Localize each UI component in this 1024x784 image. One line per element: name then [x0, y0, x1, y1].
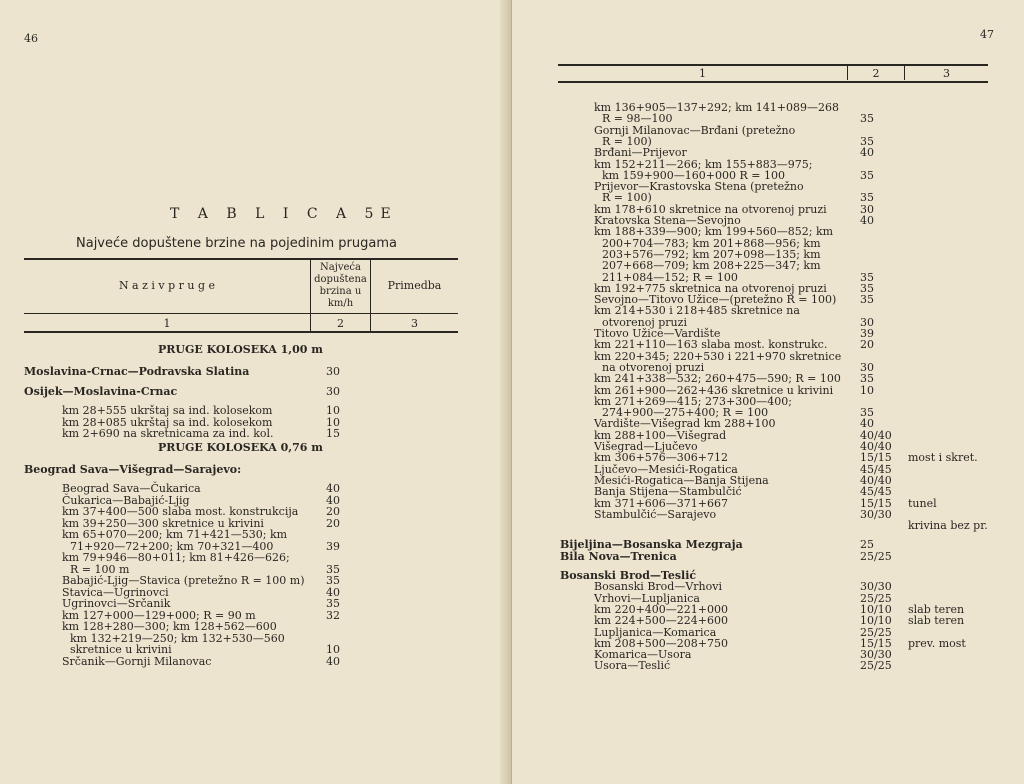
speed-value: 25/25	[860, 591, 892, 605]
speed-value: 35	[860, 270, 874, 284]
speed-value: 35	[326, 562, 340, 576]
route-text: otvorenoj pruzi	[602, 315, 687, 329]
route-text: km 241+338—532; 260+475—590; R = 100	[594, 372, 841, 386]
speed-value: 35	[860, 191, 874, 205]
speed-value: 40	[860, 214, 874, 227]
speed-value: 25	[860, 538, 874, 552]
route-text: Bosanski Brod—Teslić	[560, 569, 697, 582]
route-text: Usora—Teslić	[594, 659, 671, 673]
speed-value: 40/40	[860, 473, 892, 487]
route-text: km 220+400—221+000	[594, 602, 729, 616]
route-text: Osijek—Moslavina-Crnac	[24, 384, 178, 398]
header-num-2: 2	[337, 317, 344, 330]
speed-value: 39	[326, 539, 340, 553]
route-text: Vrhovi—Lupljanica	[594, 591, 700, 605]
section-heading: PRUGE KOLOSEKA 0,76 m	[158, 440, 323, 454]
route-text: km 128+280—300; km 128+562—600	[62, 620, 277, 633]
route-text: km 37+400—500 slaba most. konstrukcija	[62, 505, 299, 518]
route-text: 207+668—709; km 208+225—347; km	[602, 259, 821, 273]
route-text: km 132+219—250; km 132+530—560	[70, 631, 285, 645]
speed-value: 25/25	[860, 659, 892, 673]
speed-value: 40	[326, 493, 340, 507]
speed-value: 35	[326, 597, 340, 610]
route-text: Ugrinovci—Srčanik	[62, 597, 171, 610]
route-text: km 159+900—160+000 R = 100	[602, 168, 785, 182]
header-num-1-right: 1	[699, 67, 706, 80]
speed-value: 30/30	[860, 648, 892, 662]
route-text: Prijevor—Krastovska Stena (pretežno	[594, 180, 804, 194]
route-text: Beograd Sava—Čukarica	[62, 482, 201, 495]
speed-value: 10/10	[860, 614, 892, 628]
route-text: Stambulčić—Sarajevo	[594, 507, 717, 521]
route-text: km 371+606—371+667	[594, 496, 729, 510]
remark-text: slab teren	[908, 602, 965, 616]
route-text: Vardište—Višegrad km 288+100	[594, 417, 776, 431]
header-remark: Primedba	[387, 279, 442, 292]
speed-value: 39	[860, 327, 874, 340]
route-text: 203+576—792; km 207+098—135; km	[602, 247, 821, 261]
speed-value: 40	[326, 654, 340, 668]
remark-text: prev. most	[908, 636, 966, 650]
route-text: Bila Nova—Trenica	[560, 549, 677, 563]
route-text: Kratovska Stena—Sevojno	[594, 214, 741, 227]
route-text: km 188+339—900; km 199+560—852; km	[594, 225, 834, 239]
speed-value: 45/45	[860, 462, 892, 476]
speed-value: 40	[326, 585, 340, 599]
speed-value: 20	[326, 505, 340, 518]
speed-value: 15/15	[860, 496, 892, 510]
page-number-right: 47	[980, 28, 994, 41]
speed-value: 30/30	[860, 507, 892, 521]
speed-value: 32	[326, 608, 340, 622]
speed-value: 35	[326, 574, 340, 587]
route-text: km 178+610 skretnice na otvorenoj pruzi	[594, 202, 827, 216]
route-text: Sevojno—Titovo Užice—(pretežno R = 100)	[594, 293, 837, 307]
route-text: R = 100 m	[70, 562, 130, 576]
speed-value: 10	[326, 643, 340, 656]
route-text: km 192+775 skretnica na otvorenoj pruzi	[594, 281, 827, 295]
route-text: km 288+100—Višegrad	[594, 428, 727, 442]
route-text: Beograd Sava—Višegrad—Sarajevo:	[24, 462, 242, 476]
route-text: km 79+946—80+011; km 81+426—626;	[62, 551, 290, 564]
speed-value: 10/10	[860, 602, 892, 616]
section-heading: PRUGE KOLOSEKA 1,00 m	[158, 343, 323, 356]
route-text: Mesići-Rogatica—Banja Stijena	[594, 473, 769, 487]
speed-value: 30	[860, 202, 874, 216]
speed-value: 10	[326, 415, 340, 429]
route-text: Titovo Užice—Vardište	[594, 327, 721, 340]
route-text: 274+900—275+400; R = 100	[602, 406, 769, 420]
speed-value: 30/30	[860, 580, 892, 594]
route-text: na otvorenoj pruzi	[602, 360, 705, 374]
header-max-speed: Najveća dopuštena brzina u km/h	[314, 262, 367, 309]
speed-value: 15/15	[860, 636, 892, 650]
header-num-1: 1	[163, 317, 171, 330]
remark-text: most i skret.	[908, 451, 978, 465]
speed-value: 30	[860, 360, 874, 374]
speed-value: 35	[860, 281, 874, 295]
table-title: T A B L I C A 5E	[170, 206, 398, 222]
right-page	[512, 0, 1024, 784]
route-text: 211+084—152; R = 100	[602, 270, 738, 284]
speed-value: 45/45	[860, 485, 892, 499]
speed-value: 35	[860, 112, 874, 126]
route-text: km 271+269—415; 273+300—400;	[594, 394, 792, 408]
header-num-2-right: 2	[872, 67, 880, 80]
route-text: Čukarica—Babajić-Ljig	[62, 493, 190, 507]
speed-value: 10	[326, 404, 340, 417]
speed-value: 35	[860, 293, 874, 307]
page-number-left: 46	[24, 32, 38, 45]
route-text: Babajić-Ljig—Stavica (pretežno R = 100 m)	[62, 574, 305, 587]
speed-value: 20	[326, 516, 340, 530]
speed-value: 35	[860, 168, 874, 182]
route-text: Banja Stijena—Stambulčić	[594, 485, 742, 499]
route-text: Ljučevo—Mesići-Rogatica	[594, 462, 738, 476]
route-text: Bijeljina—Bosanska Mezgraja	[560, 538, 743, 552]
speed-value: 30	[326, 384, 340, 398]
speed-value: 15/15	[860, 451, 892, 465]
route-text: R = 98—100	[602, 112, 673, 126]
route-text: 200+704—783; km 201+868—956; km	[602, 236, 821, 250]
route-text: km 306+576—306+712	[594, 451, 729, 465]
speed-value: 40/40	[860, 440, 892, 453]
speed-value: 30	[326, 365, 340, 378]
speed-value: 10	[860, 383, 874, 397]
table-subtitle: Najveće dopuštene brzine na pojedinim prugama	[76, 236, 397, 251]
route-text: skretnice u krivini	[70, 643, 172, 656]
speed-value: 15	[326, 427, 340, 440]
route-text: Višegrad—Ljučevo	[594, 440, 698, 453]
remark-text: tunel	[908, 496, 937, 510]
route-text: km 28+555 ukrštaj sa ind. kolosekom	[62, 404, 273, 417]
left-page	[0, 0, 508, 784]
route-text: km 224+500—224+600	[594, 614, 729, 628]
speed-value: 35	[860, 406, 874, 420]
route-text: Stavica—Ugrinovci	[62, 585, 169, 599]
route-text: Bosanski Brod—Vrhovi	[594, 580, 722, 594]
route-text: R = 100)	[602, 134, 652, 148]
route-text: km 127+000—129+000; R = 90 m	[62, 608, 256, 622]
route-text: km 220+345; 220+530 i 221+970 skretnice	[594, 349, 842, 363]
speed-value: 35	[860, 134, 874, 148]
speed-value: 35	[860, 372, 874, 386]
speed-value: 25/25	[860, 549, 892, 563]
remark-text: krivina bez pr.	[908, 519, 988, 533]
route-text: km 136+905—137+292; km 141+089—268	[594, 101, 840, 114]
route-text: km 39+250—300 skretnice u krivini	[62, 516, 264, 530]
route-text: Lupljanica—Komarica	[594, 625, 717, 639]
route-text: Srčanik—Gornji Milanovac	[62, 654, 212, 668]
route-text: km 28+085 ukrštaj sa ind. kolosekom	[62, 415, 273, 429]
route-text: Brđani—Prijevor	[594, 146, 687, 160]
route-text: km 65+070—200; km 71+421—530; km	[62, 528, 288, 541]
remark-text: slab teren	[908, 614, 965, 628]
speed-value: 40	[860, 146, 874, 160]
route-text: km 261+900—262+436 skretnice u krivini	[594, 383, 834, 397]
header-num-3: 3	[411, 317, 418, 330]
route-text: km 214+530 i 218+485 skretnice na	[594, 304, 800, 318]
speed-value: 25/25	[860, 625, 892, 639]
route-text: Gornji Milanovac—Brđani (pretežno	[594, 123, 796, 137]
speed-value: 40/40	[860, 428, 892, 442]
header-num-3-right: 3	[943, 67, 950, 80]
route-text: Moslavina-Crnac—Podravska Slatina	[24, 365, 250, 378]
speed-value: 40	[860, 417, 874, 431]
speed-value: 20	[860, 338, 874, 352]
header-route-name: N a z i v p r u g e	[118, 279, 216, 292]
route-text: km 152+211—266; km 155+883—975;	[594, 157, 813, 171]
speed-value: 40	[326, 482, 340, 495]
route-text: km 221+110—163 slaba most. konstrukc.	[594, 338, 828, 352]
route-text: Komarica—Usora	[594, 648, 692, 662]
route-text: km 2+690 na skretnicama za ind. kol.	[62, 427, 274, 440]
route-text: km 208+500—208+750	[594, 636, 729, 650]
route-text: R = 100)	[602, 191, 652, 205]
route-text: 71+920—72+200; km 70+321—400	[70, 539, 274, 553]
speed-value: 30	[860, 315, 874, 329]
